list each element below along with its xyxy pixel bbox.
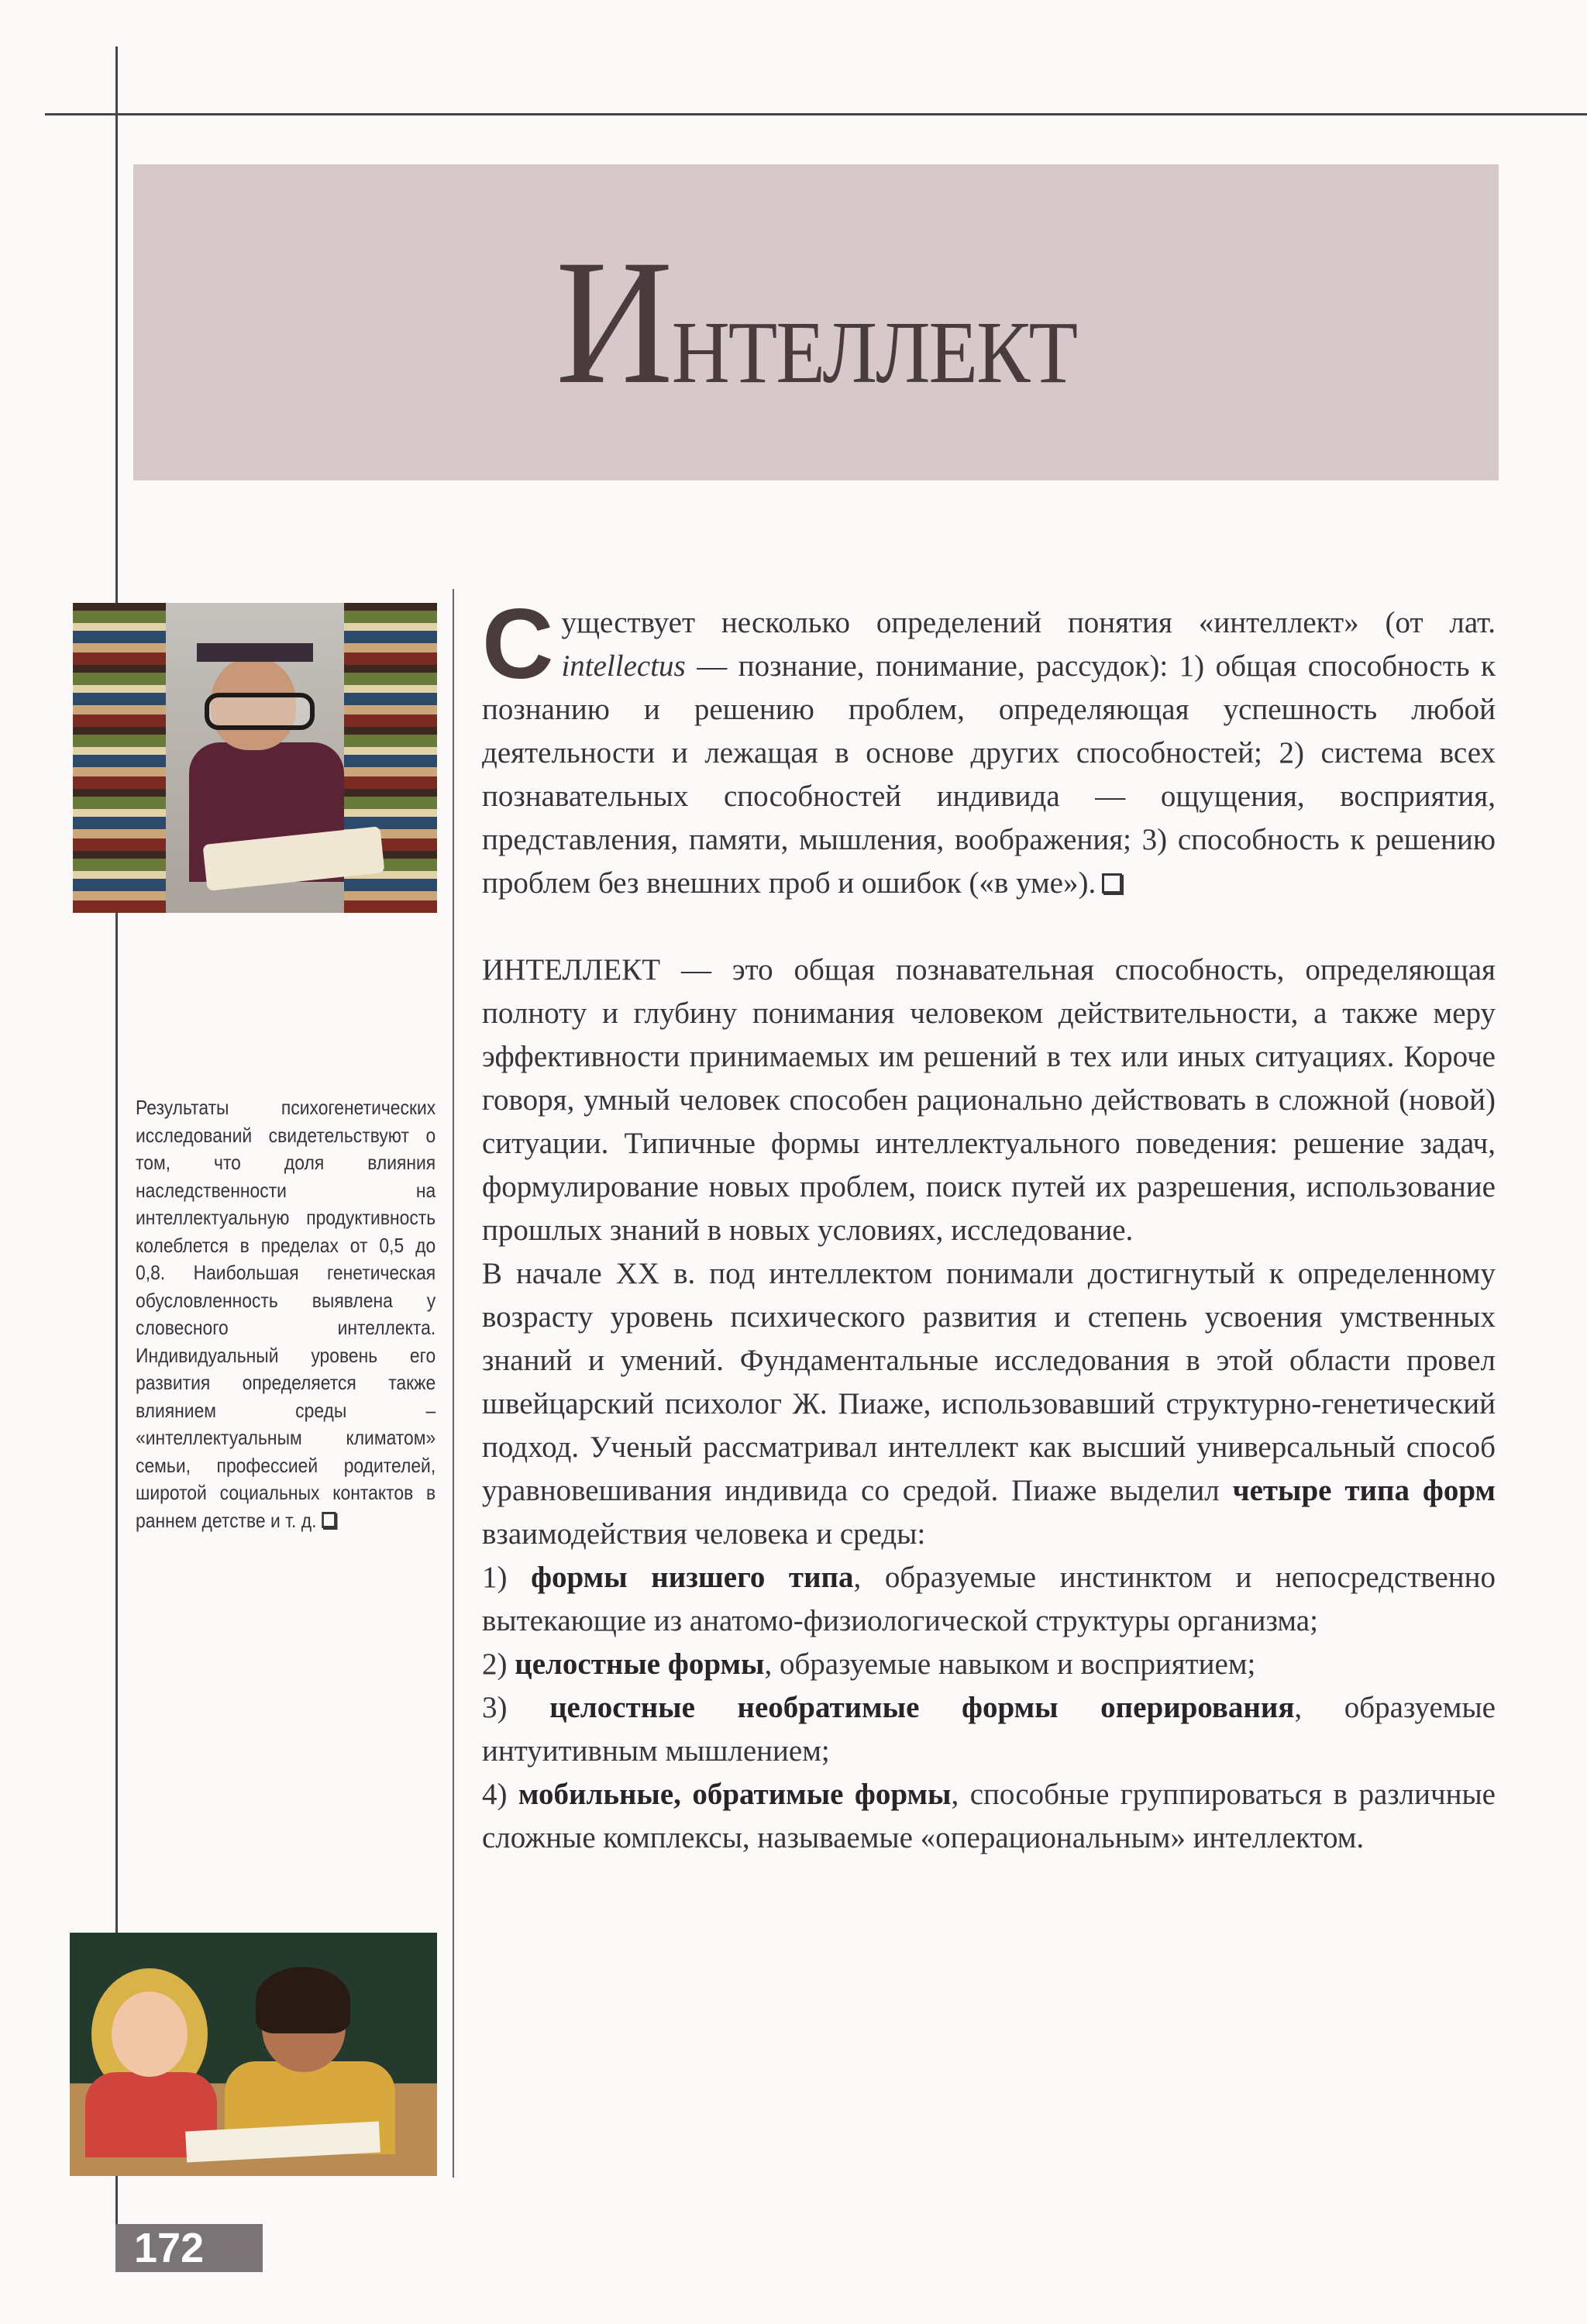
history-paragraph (482, 1252, 1496, 1556)
definition-paragraph: ИНТЕЛЛЕКТ — это общая познавательная способность, определяющая полноту и глубину понимания человеком действительности, а также меру эффективности принимаемых им решений в тех или иных ситуациях. Короче говоря, умный человек способен рационально действовать в сложной (новой) ситуации. Типичные формы интеллектуального поведения: решение задач, формулирование новых проблем, поиск путей их разрешения, использование прошлых знаний в новых условиях, исследование. (482, 953, 1496, 1247)
photo-glasses (205, 693, 315, 730)
form-term: целостные формы (515, 1647, 765, 1681)
photo-cap (197, 643, 313, 662)
form-number: 4) (482, 1778, 518, 1811)
sidenote-text: Результаты психогенетических исследований свидетельствуют о том, что доля влияния наследственности на интеллектуальную продуктивность колеблется в пределах от 0,5 до 0,8. Наибольшая генетическая обусловленность выявлена у словесного интеллекта. Индивидуальный уровень его развития определяется также влиянием среды – «интеллектуальным климатом» семьи, профессией родителей, широтой социальных контактов в раннем детстве и т. д. (136, 1096, 436, 1532)
photo-boy-hair (256, 1967, 350, 2033)
top-rule (45, 113, 1587, 115)
photo-children-reading (70, 1933, 437, 2176)
form-term: целостные необратимые формы оперирования (549, 1691, 1295, 1724)
drop-cap: С (482, 589, 554, 700)
form-description: , образуемые инстинктом и непосредственно вытекающие из анатомо-физиологической структуры организма; (482, 1561, 1496, 1637)
form-number: 1) (482, 1561, 532, 1594)
history-text-b: взаимодействия человека и среды: (482, 1517, 926, 1551)
intro-text-b: — познание, понимание, рассудок): 1) общая способность к познанию и решению проблем, определяющая успешность любой деятельности и лежащая в основе других способностей; 2) система всех познавательных способностей индивида — ощущения, восприятия, представления, памяти, мышления, воображения; 3) способность к решению проблем без внешних проб и ошибок («в уме»). (482, 649, 1496, 900)
page-number: 172 (134, 2225, 205, 2271)
form-description: , способные группироваться в различные сложные комплексы, называемые «операциональным» интеллектом. (482, 1778, 1496, 1854)
photo-scholar-with-books (73, 603, 437, 913)
history-bold: четыре типа форм (1232, 1474, 1496, 1507)
end-of-section-icon (1102, 873, 1122, 893)
form-item (482, 1643, 1496, 1686)
form-item (482, 1686, 1496, 1773)
form-number: 2) (482, 1647, 515, 1681)
form-number: 3) (482, 1691, 550, 1724)
main-text (482, 589, 1496, 1860)
form-term: формы низшего типа (531, 1561, 854, 1594)
intro-paragraph (482, 589, 1496, 905)
form-item (482, 1773, 1496, 1860)
column-divider (453, 589, 454, 2178)
page-title: Интеллект (556, 223, 1076, 422)
latin-term: intellectus (561, 649, 686, 683)
form-description: , образуемые интуитивным мышлением; (482, 1691, 1496, 1768)
form-item (482, 1556, 1496, 1643)
title-band (133, 164, 1499, 480)
form-term: мобильные, обратимые формы (518, 1778, 952, 1811)
sidenote (136, 1094, 435, 1534)
intro-text-a: уществует несколько определений понятия «интеллект» (от лат. (561, 606, 1496, 639)
history-text-a: В начале XX в. под интеллектом понимали достигнутый к определенному возрасту уровень психического развития и степень усвоения умственных знаний и умений. Фундаментальные исследования в этой области провел швейцарский психолог Ж. Пиаже, использовавший структурно-генетический подход. Ученый рассматривал интеллект как высший универсальный способ уравновешивания индивида со средой. Пиаже выделил (482, 1257, 1496, 1507)
photo-girl-face (112, 1992, 188, 2077)
page-number-tab (115, 2224, 263, 2272)
end-of-section-icon (322, 1512, 336, 1528)
form-description: , образуемые навыком и восприятием; (764, 1647, 1256, 1681)
